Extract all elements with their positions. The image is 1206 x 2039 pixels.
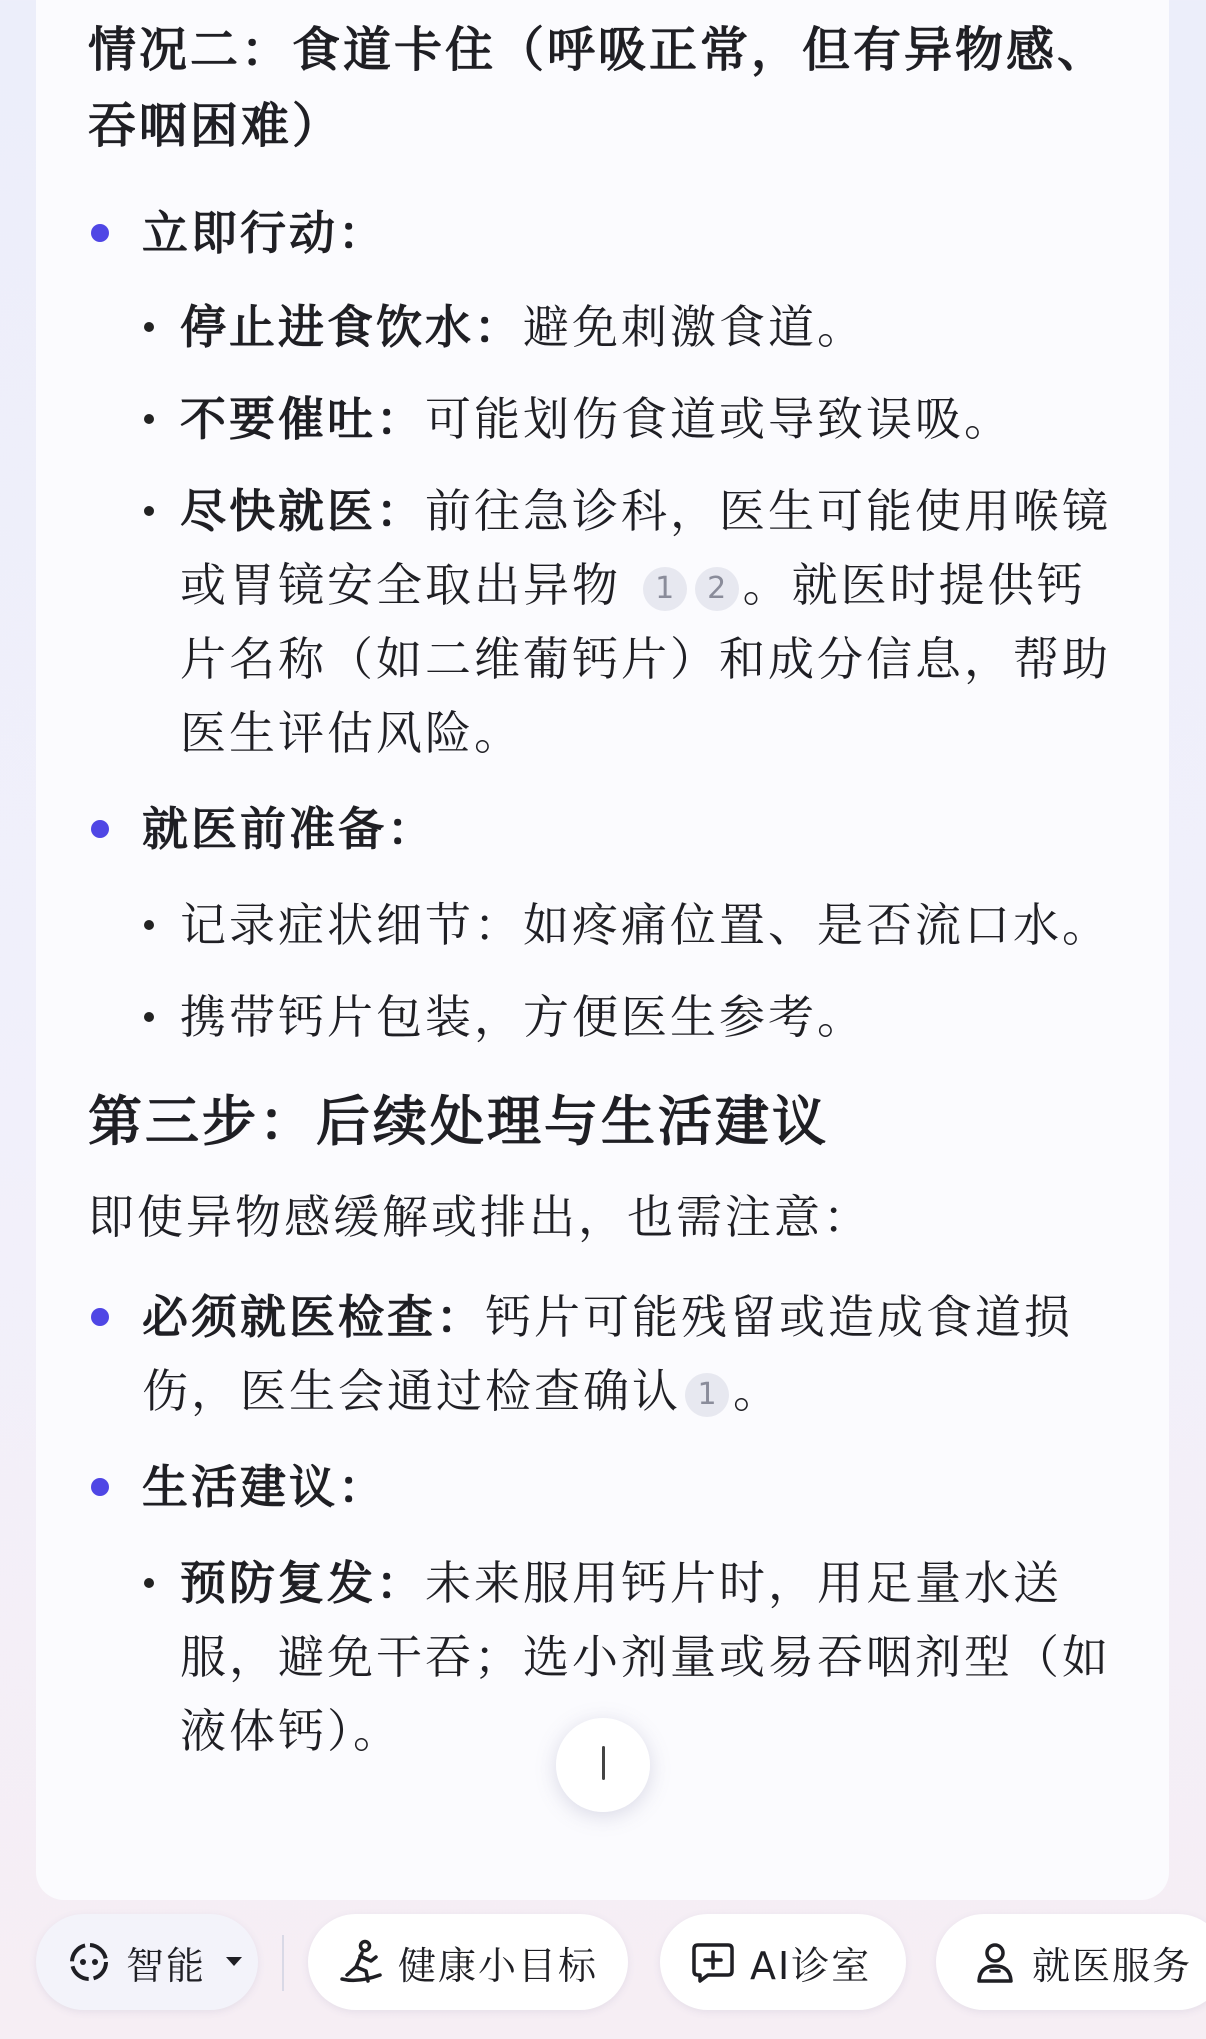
chip-label: 健康小目标: [398, 1943, 599, 1988]
item-text: 避免刺激食道。: [523, 300, 866, 354]
item-text: 可能划伤食道或导致误吸。: [425, 392, 1013, 446]
chip-medical-service[interactable]: [936, 1914, 1206, 2010]
scroll-handle[interactable]: [556, 1718, 650, 1812]
bullet-dot: [144, 1012, 154, 1022]
item-label: 停止进食饮水：: [180, 300, 523, 354]
doctor-icon: [972, 1939, 1018, 1985]
list-item: [88, 382, 1128, 456]
list-item: [88, 792, 1128, 866]
chip-label: AI诊室: [750, 1943, 872, 1988]
step-heading: 第三步：后续处理与生活建议: [88, 1090, 829, 1153]
bullet-dot: [91, 820, 109, 838]
bullet-dot: [144, 920, 154, 930]
list-item: [88, 474, 1128, 770]
handle-grip: [602, 1746, 605, 1780]
citation-badge[interactable]: 1: [643, 567, 687, 611]
immediate-action-list: [88, 196, 1128, 1054]
chip-health-goal[interactable]: [308, 1914, 628, 2010]
list-item: [88, 888, 1128, 962]
item-text: 钙片可能残留或造成食道损伤，医生会通过检查确认: [142, 1290, 1073, 1418]
list-item: [88, 1450, 1128, 1524]
bullet-dot: [144, 1578, 154, 1588]
step-intro: 即使异物感缓解或排出，也需注意：: [88, 1190, 872, 1244]
bullet-dot: [144, 506, 154, 516]
running-icon: [338, 1939, 384, 1985]
item-label: 必须就医检查：: [142, 1290, 485, 1344]
list-item: [88, 290, 1128, 364]
step3-list: [88, 1280, 1128, 1768]
item-text: 前往急诊科，医生可能使用喉镜或胃镜安全取出异物: [180, 484, 1111, 612]
bullet-dot: [91, 1308, 109, 1326]
mode-selector[interactable]: [36, 1914, 258, 2010]
medical-chat-icon: [690, 1939, 736, 1985]
mode-label: 智能: [126, 1943, 207, 1988]
item-text: 记录症状细节：如疼痛位置、是否流口水。: [180, 898, 1111, 952]
smart-mode-icon: [66, 1939, 112, 1985]
life-title: 生活建议：: [142, 1460, 387, 1514]
item-label: 不要催吐：: [180, 392, 425, 446]
immediate-action-title: 立即行动：: [142, 206, 387, 260]
bottom-toolbar: [0, 1905, 1206, 2039]
toolbar-divider: [282, 1935, 284, 1991]
prep-title: 就医前准备：: [142, 802, 436, 856]
list-item: [88, 196, 1128, 270]
bullet-dot: [144, 414, 154, 424]
item-text: 。: [733, 1364, 782, 1418]
answer-content: [88, 0, 1128, 1768]
bullet-dot: [144, 322, 154, 332]
list-item: [88, 980, 1128, 1054]
item-text: 。就医时提供钙片名称（如二维葡钙片）和成分信息，帮助医生评估风险。: [180, 558, 1111, 760]
section-heading: 情况二：食道卡住（呼吸正常，但有异物感、吞咽困难）: [88, 22, 1109, 154]
chip-label: 就医服务: [1032, 1943, 1193, 1988]
citation-badge[interactable]: 1: [685, 1373, 729, 1417]
citation-badge[interactable]: 2: [695, 567, 739, 611]
bullet-dot: [91, 1478, 109, 1496]
caret-down-icon: [224, 1955, 244, 1969]
item-text: 未来服用钙片时，用足量水送服，避免干吞；选小剂量或易吞咽剂型（如液体钙）。: [180, 1556, 1111, 1758]
item-label: 预防复发：: [180, 1556, 425, 1610]
bullet-dot: [91, 224, 109, 242]
list-item: [88, 1280, 1128, 1428]
item-text: 携带钙片包装，方便医生参考。: [180, 990, 866, 1044]
chip-ai-clinic[interactable]: [660, 1914, 906, 2010]
item-label: 尽快就医：: [180, 484, 425, 538]
